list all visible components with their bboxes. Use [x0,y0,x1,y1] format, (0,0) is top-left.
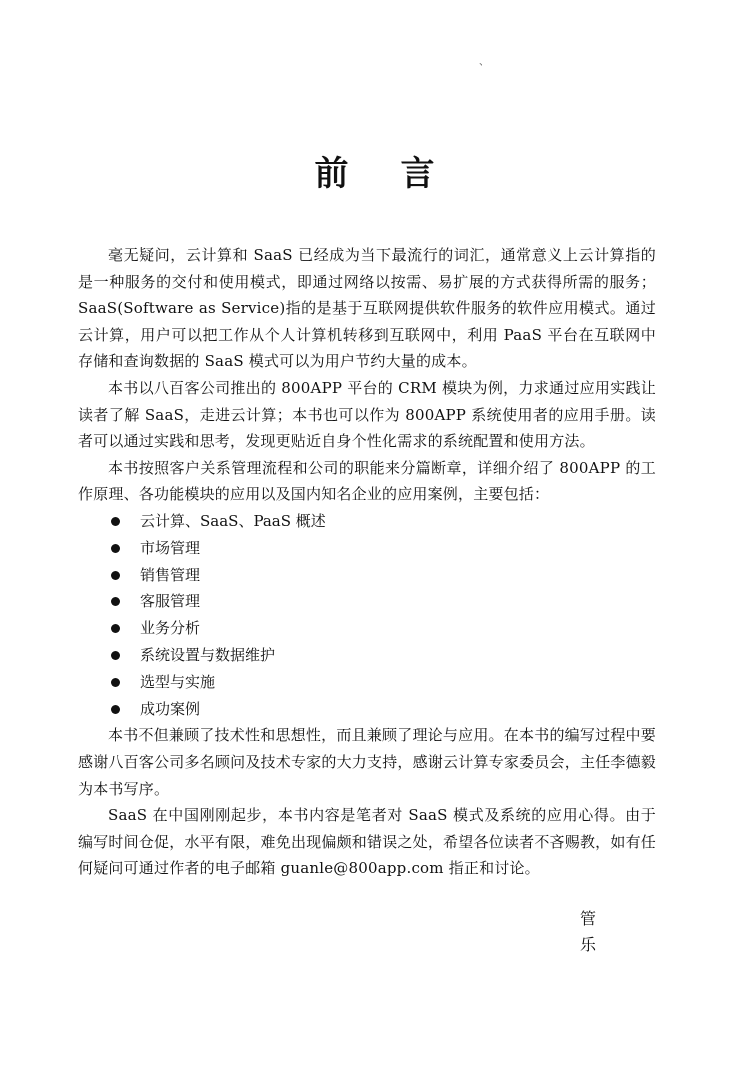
list-item-label: 系统设置与数据维护 [140,645,276,664]
paragraph-contents-intro: 本书按照客户关系管理流程和公司的职能来分篇断章，详细介绍了 800APP 的工作原理、各功能模块的应用以及国内知名企业的应用案例，主要包括： [78,458,656,504]
list-item-label: 销售管理 [140,565,201,584]
list-item [78,535,656,562]
contents-list [78,508,656,722]
list-item-label: 市场管理 [140,538,201,557]
list-item [78,615,656,642]
list-item-label: 客服管理 [140,592,201,611]
list-item [78,642,656,669]
paragraph-acknowledgement: 本书不但兼顾了技术性和思想性，而且兼顾了理论与应用。在本书的编写过程中要感谢八百客公司多名顾问及技术专家的大力支持，感谢云计算专家委员会，主任李德毅为本书写序。 [78,726,656,798]
author-signature: 管乐 [580,909,621,954]
list-item-label: 云计算、SaaS、PaaS 概述 [140,511,326,530]
bullet-icon [111,651,120,660]
list-item [78,696,656,723]
paragraph-book-purpose: 本书以八百客公司推出的 800APP 平台的 CRM 模块为例，力求通过应用实践让读者了解 SaaS，走进云计算；本书也可以作为 800APP 系统使用者的应用手册。读者可以通过实践和思考，发现更贴近自身个性化需求的系统配置和使用方法。 [78,378,656,451]
bullet-icon [111,597,120,606]
list-item-label: 成功案例 [140,699,201,718]
list-item [78,588,656,615]
bullet-icon [111,517,120,526]
bullet-icon [111,678,120,687]
bullet-icon [111,705,120,714]
list-item [78,669,656,696]
list-item-label: 选型与实施 [140,672,216,691]
bullet-icon [111,624,120,633]
bullet-icon [111,544,120,553]
bullet-icon [111,571,120,580]
paragraph-closing: SaaS 在中国刚刚起步，本书内容是笔者对 SaaS 模式及系统的应用心得。由于编写时间仓促，水平有限，难免出现偏颇和错误之处，希望各位读者不吝赐教，如有任何疑问可通过作者的电子邮箱 guanle@800app.com 指正和讨论。 [78,806,656,878]
document-body [78,242,656,882]
page-title: 前言 [314,154,487,194]
list-item [78,562,656,589]
list-item-label: 业务分析 [140,619,201,638]
list-item [78,508,656,535]
paragraph-intro: 毫无疑问，云计算和 SaaS 已经成为当下最流行的词汇，通常意义上云计算指的是一种服务的交付和使用模式，即通过网络以按需、易扩展的方式获得所需的服务；SaaS(Software as Service)指的是基于互联网提供软件服务的软件应用模式。通过云计算，用户可以把工作从个人计算机转移到互联网中，利用 PaaS 平台在互联网中存储和查询数据的 SaaS 模式可以为用户节约大量的成本。 [78,246,656,371]
stray-mark: 、 [479,57,489,68]
